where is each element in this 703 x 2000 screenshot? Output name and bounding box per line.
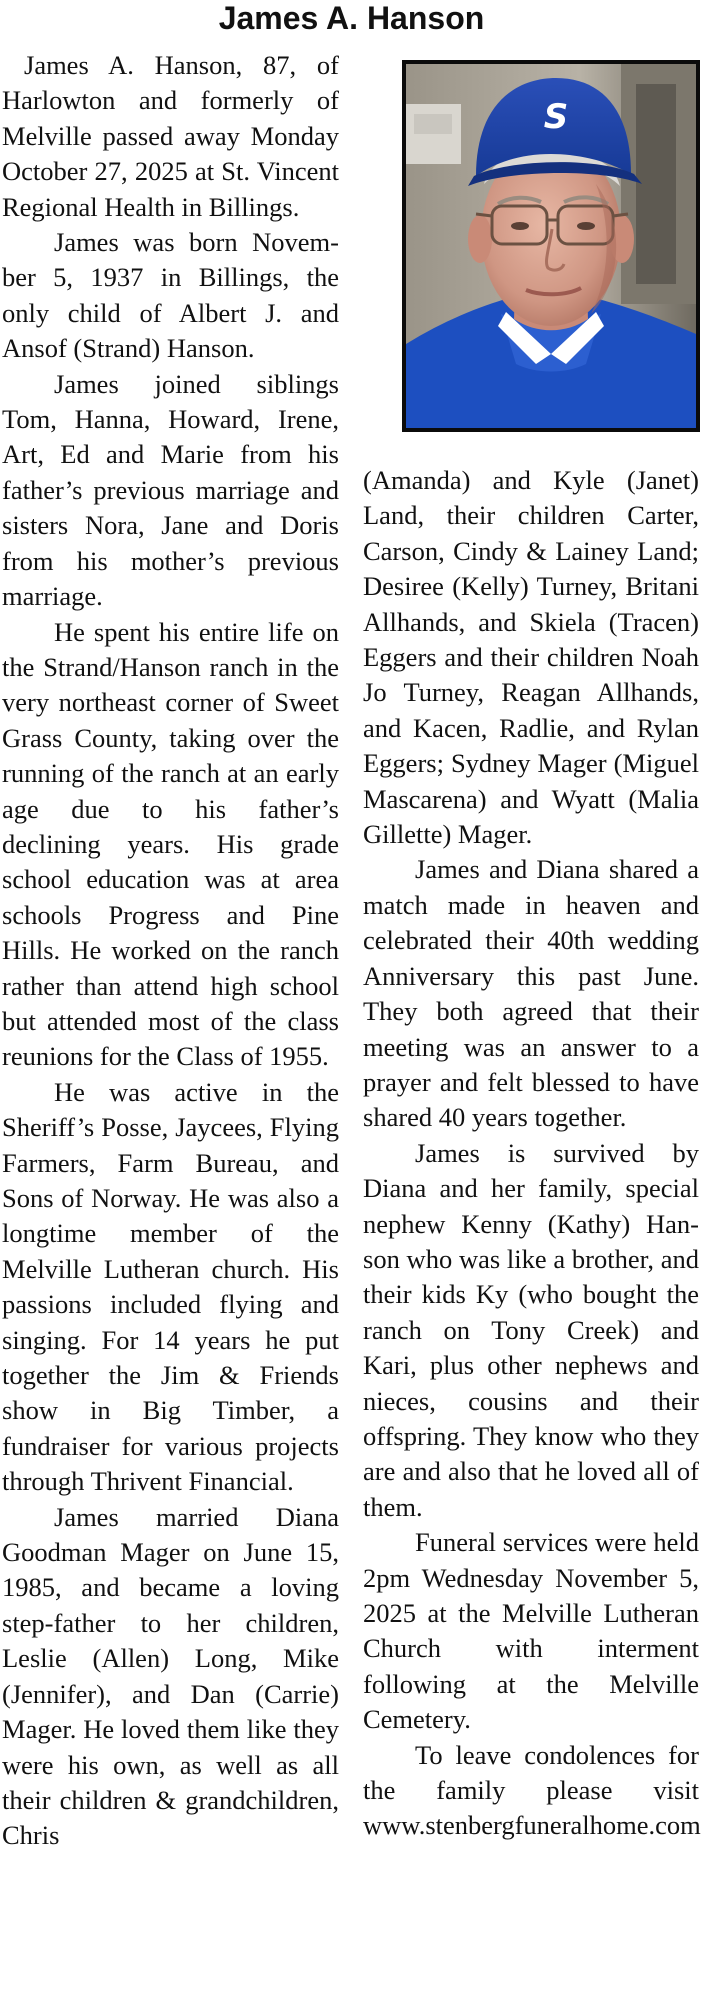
paragraph-birth: James was born November 5, 1937 in Billings, the only child of Albert J. and Ansof (Strand) Hanson.: [2, 227, 339, 364]
portrait-photo: [402, 60, 700, 432]
paragraph-siblings: James joined siblings Tom, Hanna, Howard, Irene, Art, Ed and Marie from his father’s previous marriage and sisters Nora, Jane and Doris from his mother’s previous marriage.: [2, 368, 339, 612]
paragraph-activities: He was active in the Sheriff’s Posse, Jaycees, Flying Farmers, Farm Bureau, and Sons of Norway. He was also a longtime member of the Melville Lutheran church. His passions included flying and singing. For 14 years he put together the Jim & Friends show in Big Timber, a fundraiser for various projects through Thrivent Financial.: [2, 1076, 339, 1497]
paragraph-family: (Amanda) and Kyle (Janet) Land, their children Carter, Carson, Cindy & Lainey Land; Desiree (Kelly) Turney, Britani Allhands, and Skiela (Tracen) Eggers and their children Noah Jo Turney, Reagan Allhands, and Kacen, Radlie, and Rylan Eggers; Sydney Mager (Miguel Mascarena) and Wyatt (Malia Gillette) Mager.: [363, 465, 699, 850]
paragraph-intro: James A. Hanson, 87, of Harlowton and formerly of Melville passed away Monday October 27, 2025 at St. Vincent Regional Health in Billings.: [2, 50, 339, 222]
paragraph-ranch-life: He spent his entire life on the Strand/Hanson ranch in the very northeast corner of Sweet Grass County, taking over the running of the ranch at an early age due to his father’s declining years. His grade school education was at area schools Progress and Pine Hills. He worked on the ranch rather than attend high school but attended most of the class reunions for the Class of 1955.: [2, 616, 339, 1072]
paragraph-survivors: James is survived by Diana and her family, special nephew Kenny (Kathy) Hanson who was like a brother, and their kids Ky (who bought the ranch on Tony Creek) and Kari, plus other nephews and nieces, cousins and their offspring. They know who they are and also that he loved all of them.: [363, 1137, 699, 1522]
paragraph-anniversary: James and Diana shared a match made in heaven and celebrated their 40th wedding Anniversary this past June. They both agreed that their meeting was an answer to a prayer and felt blessed to have shared 40 years together.: [363, 854, 699, 1133]
paragraph-marriage: James married Diana Goodman Mager on June 15, 1985, and became a loving step-father to her children, Leslie (Allen) Long, Mike (Jennifer), and Dan (Carrie) Mager. He loved them like they were his own, as well as all their children & grandchildren, Chris: [2, 1501, 339, 1851]
cap-logo-letter: S: [543, 97, 569, 137]
obituary-title: James A. Hanson: [218, 0, 485, 36]
portrait-image: [406, 64, 696, 428]
left-text-column: [2, 48, 339, 1854]
paragraph-condolences: To leave condolences for the family please visit www.stenbergfuneralhome.com: [363, 1739, 701, 1841]
right-text-column: [363, 463, 699, 1844]
paragraph-funeral: Funeral services were held 2pm Wednesday November 5, 2025 at the Melville Lutheran Church with interment following at the Melville Cemetery.: [363, 1527, 699, 1735]
